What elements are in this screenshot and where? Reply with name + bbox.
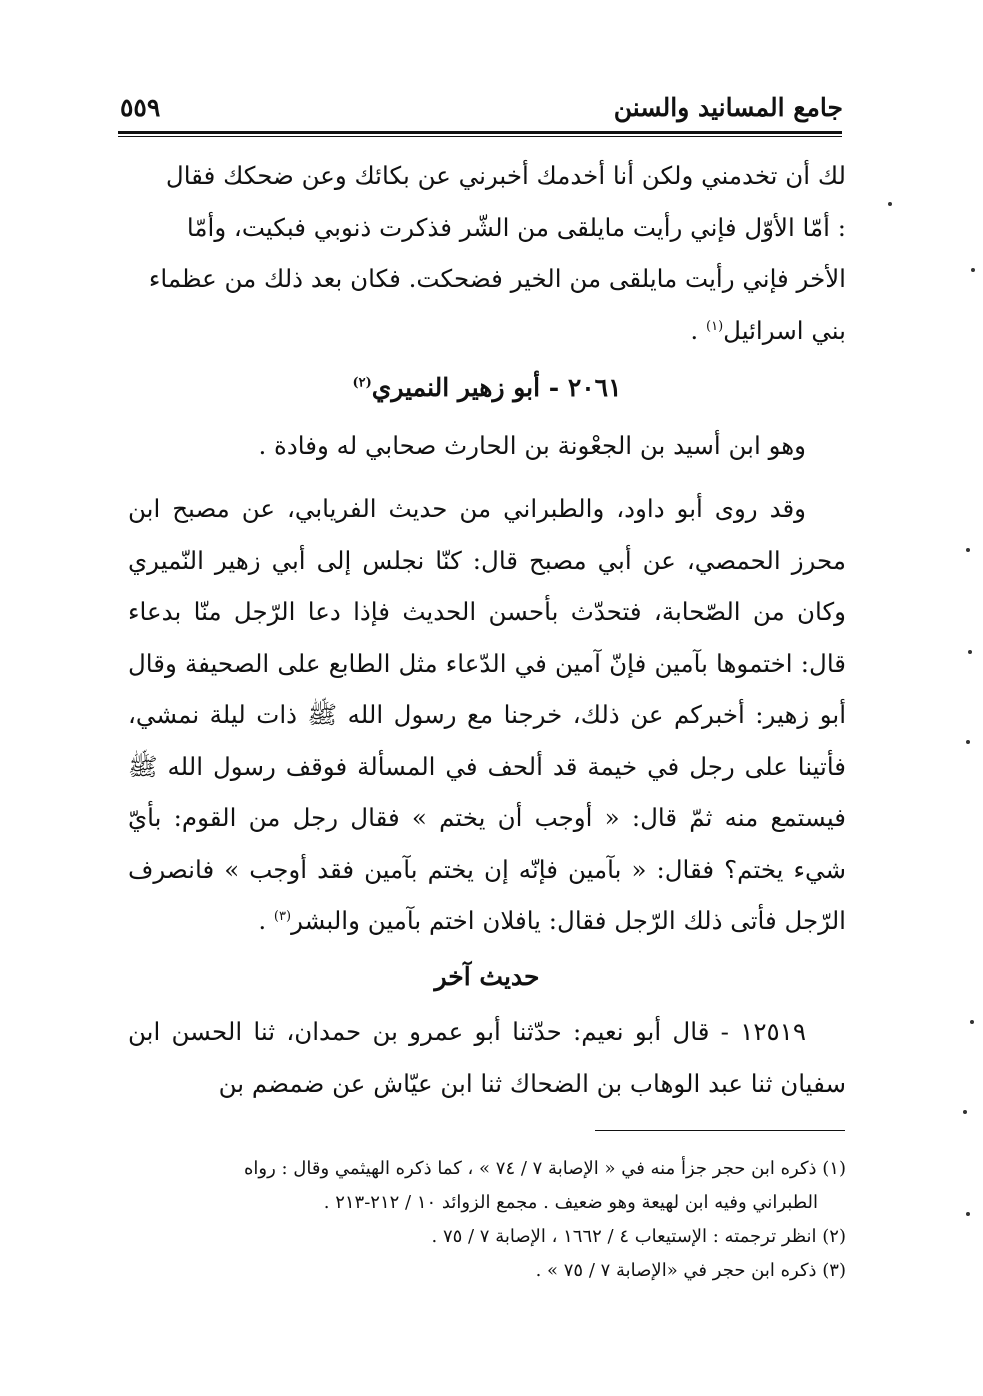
text-line: لك أن تخدمني ولكن أنا أخدمك أخبرني عن بكائك وعن ضحكك فقال	[165, 161, 846, 190]
margin-speck	[888, 202, 892, 206]
page-number: ٥٥٩	[120, 93, 161, 122]
margin-speck	[966, 1212, 970, 1216]
text-line: الأخر فإني رأيت مايلقى من الخير فضحكت. فكان بعد ذلك من عظماء	[148, 264, 846, 293]
margin-speck	[963, 1110, 967, 1114]
footnote-1: (١) ذكره ابن حجر جزأ منه في « الإصابة ٧ / ٧٤ » ، كما ذكره الهيثمي وقال : رواه	[243, 1158, 846, 1179]
footnote-ref-3: (٣)	[273, 908, 292, 924]
margin-speck	[966, 740, 970, 744]
section-paragraph: ١٢٥١٩ - قال أبو نعيم: حدّثنا أبو عمرو بن حمدان، ثنا الحسن ابن سفيان ثنا عبد الوهاب بن الضحاك ثنا ابن عيّاش عن ضمضم بن	[128, 1017, 846, 1098]
header-rule	[118, 131, 842, 134]
running-header	[120, 82, 843, 122]
text-line: : أمّا الأوّل فإني رأيت مايلقى من الشّر فذكرت ذنوبي فبكيت، وأمّا	[186, 212, 846, 242]
footnote-1-continued: الطبراني وفيه ابن لهيعة وهو ضعيف . مجمع الزوائد ١٠ / ٢١٢-٢١٣ .	[323, 1192, 818, 1213]
entry-heading	[128, 362, 846, 414]
entry-intro: وهو ابن أسيد بن الجعْونة بن الحارث صحابي له وفادة .	[258, 430, 806, 460]
hadith-paragraph	[128, 483, 846, 947]
section-heading: حديث آخر	[434, 961, 540, 991]
main-text	[128, 150, 846, 1109]
footnote-2: (٢) انظر ترجمته : الإستيعاب ٤ / ١٦٦٢ ، الإصابة ٧ / ٧٥ .	[431, 1226, 846, 1247]
footnote-ref-1: (١)	[706, 318, 724, 334]
header-title: جامع المسانيد والسنن	[613, 93, 843, 122]
text-fragment: بني اسرائيل	[723, 315, 846, 345]
text-fragment: .	[258, 906, 267, 935]
footnotes	[128, 1152, 846, 1288]
footnote-rule	[595, 1130, 845, 1131]
margin-speck	[966, 548, 970, 552]
text-fragment: .	[690, 315, 699, 345]
footnote-ref-2: (٢)	[352, 375, 372, 391]
margin-speck	[970, 1020, 974, 1024]
header-rule-thin	[118, 136, 842, 137]
footnote-3: (٣) ذكره ابن حجر في «الإصابة ٧ / ٧٥ » .	[535, 1260, 846, 1281]
margin-speck	[968, 650, 972, 654]
hadith-text: وقد روى أبو داود، والطبراني من حديث الفريابي، عن مصبح ابن محرز الحمصي، عن أبي مصبح قال: كنّا نجلس إلى أبي زهير النّميري وكان من الصّحابة، فتحدّث بأحسن الحديث فإذا دعا الرّجل منّا بدعاء قال: اختموها بآمين فإنّ آمين في الدّعاء مثل الطابع على الصحيفة وقال أبو زهير: أخبركم عن ذلك، خرجنا مع رسول الله ﷺ ذات ليلة نمشي، فأتينا على رجل في خيمة قد ألحف في المسألة فوقف رسول الله ﷺ فيستمع منه ثمّ قال: « أوجب أن يختم » فقال رجل من القوم: بأيّ شيء يختم؟ فقال: « بآمين فإنّه إن يختم بآمين فقد أوجب » فانصرف الرّجل فأتى ذلك الرّجل فقال: يافلان اختم بآمين والبشر	[128, 494, 846, 935]
text-line	[128, 305, 846, 357]
margin-speck	[971, 268, 975, 272]
entry-heading-text: ٢٠٦١ - أبو زهير النميري	[371, 373, 622, 402]
